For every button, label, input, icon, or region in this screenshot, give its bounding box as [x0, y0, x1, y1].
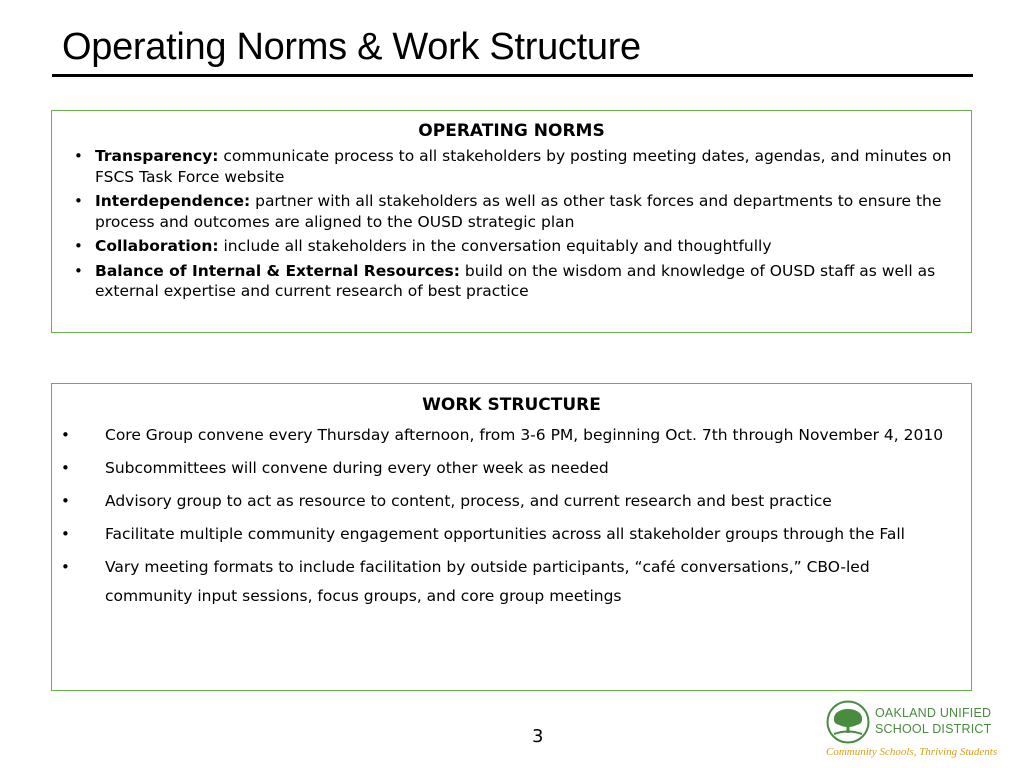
- bullet: •: [61, 525, 70, 543]
- page-number: 3: [532, 726, 544, 747]
- norm-text: partner with all stakeholders as well as other task forces and departments to ensure the process and outcomes are aligned to the OUSD strategic plan: [95, 192, 942, 231]
- bullet: •: [74, 261, 83, 280]
- title-divider: [52, 74, 973, 77]
- work-item-text: Vary meeting formats to include facilitation by outside participants, “café conversations,” CBO-led community input sessions, focus groups, and core group meetings: [105, 558, 870, 605]
- list-item: [52, 261, 971, 302]
- district-tagline: Community Schools, Thriving Students: [826, 746, 998, 758]
- norm-term: Balance of Internal & External Resources:: [95, 261, 460, 280]
- bullet: •: [74, 147, 83, 165]
- operating-norms-box: [51, 110, 972, 333]
- operating-norms-heading: OPERATING NORMS: [418, 121, 605, 141]
- work-structure-box: [51, 383, 972, 691]
- oak-tree-icon: [826, 700, 870, 744]
- bullet: •: [61, 558, 70, 576]
- slide-title: Operating Norms & Work Structure: [62, 26, 641, 68]
- norm-text: build on the wisdom and knowledge of OUSD staff as well as external expertise and current research of best practice: [95, 261, 936, 300]
- bullet: •: [61, 492, 70, 510]
- list-item: [52, 487, 971, 516]
- bullet: •: [61, 459, 70, 477]
- list-item: [52, 236, 971, 257]
- district-name: [875, 705, 991, 737]
- operating-norms-list: [52, 146, 971, 302]
- norm-term: Collaboration:: [95, 237, 219, 255]
- district-logo: [826, 700, 1006, 762]
- norm-term: Transparency:: [95, 147, 219, 165]
- work-item-text: Advisory group to act as resource to content, process, and current research and best practice: [105, 492, 832, 510]
- work-structure-list: [52, 421, 971, 611]
- work-item-text: Subcommittees will convene during every other week as needed: [105, 459, 609, 477]
- norm-text: communicate process to all stakeholders by posting meeting dates, agendas, and minutes on FSCS Task Force website: [95, 147, 952, 186]
- bullet: •: [74, 237, 83, 255]
- list-item: [52, 146, 971, 187]
- district-name-line-1: OAKLAND UNIFIED: [875, 706, 992, 720]
- list-item: [52, 553, 971, 611]
- list-item: [52, 520, 971, 549]
- norm-term: Interdependence:: [95, 192, 251, 210]
- bullet: •: [74, 192, 83, 210]
- work-item-text: Core Group convene every Thursday afternoon, from 3-6 PM, beginning Oct. 7th through November 4, 2010: [105, 426, 944, 444]
- bullet: •: [61, 426, 70, 444]
- work-structure-heading: WORK STRUCTURE: [422, 395, 601, 415]
- list-item: [52, 454, 971, 483]
- list-item: [52, 421, 971, 450]
- list-item: [52, 191, 971, 232]
- work-item-text: Facilitate multiple community engagement opportunities across all stakeholder groups through the Fall: [105, 525, 905, 543]
- district-name-line-2: SCHOOL DISTRICT: [875, 722, 992, 736]
- norm-text: include all stakeholders in the conversation equitably and thoughtfully: [218, 237, 772, 255]
